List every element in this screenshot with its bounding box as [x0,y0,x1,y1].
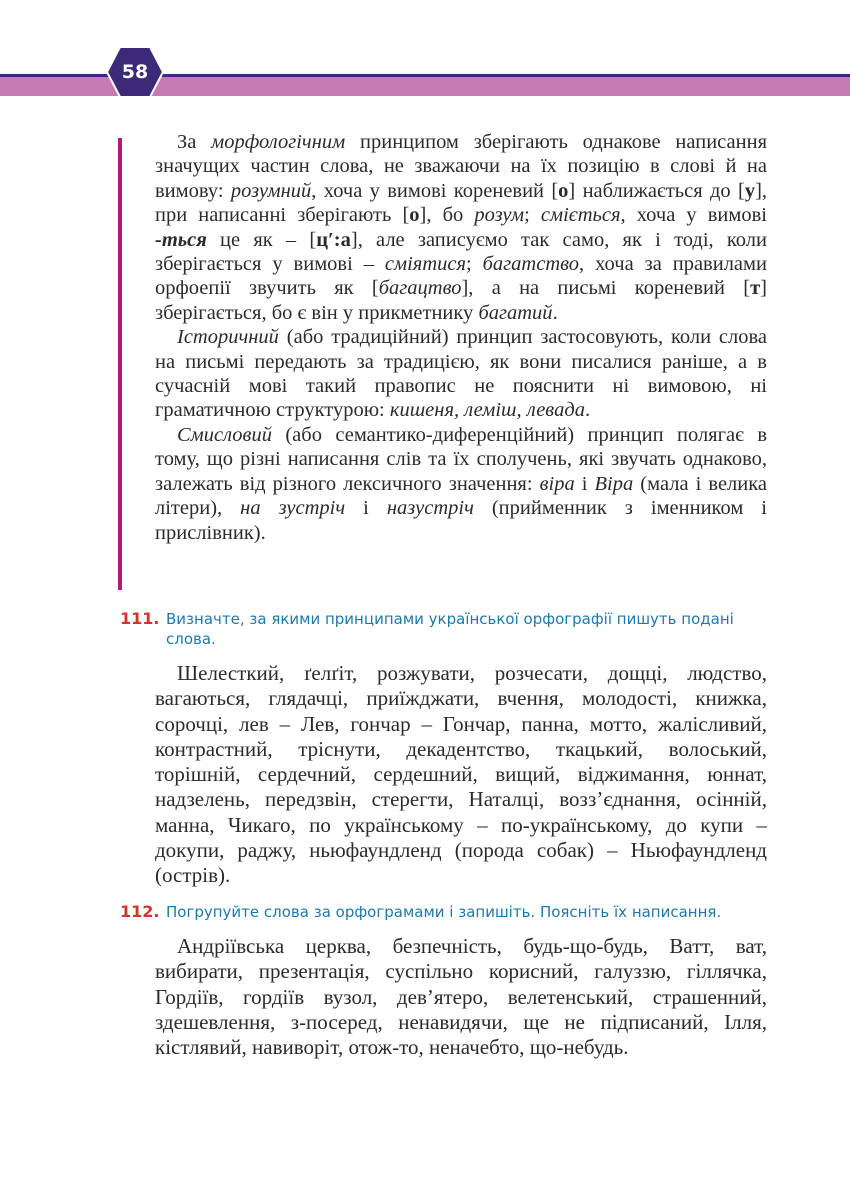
theory-block [155,130,767,545]
exercise-text: Шелесткий, ґелґіт, розжувати, розчесати, дощці, людство, вагаються, глядачці, приїжджати, вчення, молодості, книжка, сорочці, лев – Лев, гончар – Гончар, панна, мотто, жалісливий, контрастний, тріснути, декадентство, ткацький, волоський, торішній, сердечний, сердешний, вищий, віджимання, юннат, надзелень, передзвін, стерегти, Наталці, возз’єднання, осінній, манна, Чикаго, по українському – по-українському, до купи – докупи, раджу, ньюфаундленд (порода собак) – Ньюфаундленд (острів). [155,661,767,888]
exercise-task: Погрупуйте слова за орфограмами і запишіть. Поясніть їх написання. [166,903,722,921]
morphological-principle-paragraph: За морфологічним принципом зберігають однакове написання значущих частин слова, не зважаючи на їх позицію в слові й на вимову: розумний, хоча у вимові кореневий [о] наближається до [у], при написанні зберігають [о], бо розум; сміється, хоча у вимові -ться це як – [ц′:а], але записуємо так само, як і тоді, коли зберігається у вимові – сміятися; багатство, хоча за правилами орфоепії звучить як [багацтво], а на письмі кореневий [т] зберігається, бо є він у прикметнику багатий. [155,131,768,324]
page-number-badge [106,46,164,98]
exercise-number: 111. [120,609,160,628]
theory-side-bar [118,138,122,590]
exercise-header [120,609,770,649]
historical-principle-paragraph: Історичний (або традиційний) принцип застосовують, коли слова на письмі передають за традицією, як вони писалися раніше, а в сучасній мові такий правопис не пояснити ні вимовою, ні граматичною структурою: кишеня, леміш, левада. [155,326,767,422]
exercise-112 [120,902,770,1060]
exercise-number: 112. [120,902,160,921]
page-number: 58 [121,61,149,83]
exercise-111 [120,609,770,889]
exercise-text: Андріївська церква, безпечність, будь-що-будь, Ватт, ват, вибирати, презентація, суспільно корисний, галуззю, гіллячка, Гордіїв, гордіїв вузол, дев’ятеро, велетенський, страшенний, здешевлення, з-посеред, ненавидячи, ще не підписаний, Ілля, кістлявий, навиворіт, отож-то, неначебто, що-небудь. [155,934,767,1060]
semantic-principle-paragraph: Смисловий (або семантико-диференційний) принцип полягає в тому, що різні написання слів та їх сполучень, які звучать однаково, залежать від різного лексичного значення: віра і Віра (мала і велика літери), на зустріч і назустріч (прийменник з іменником і прислівник). [155,423,767,544]
exercise-task: Визначте, за якими принципами української орфографії пишуть подані слова. [166,610,734,648]
exercise-header [120,902,770,922]
